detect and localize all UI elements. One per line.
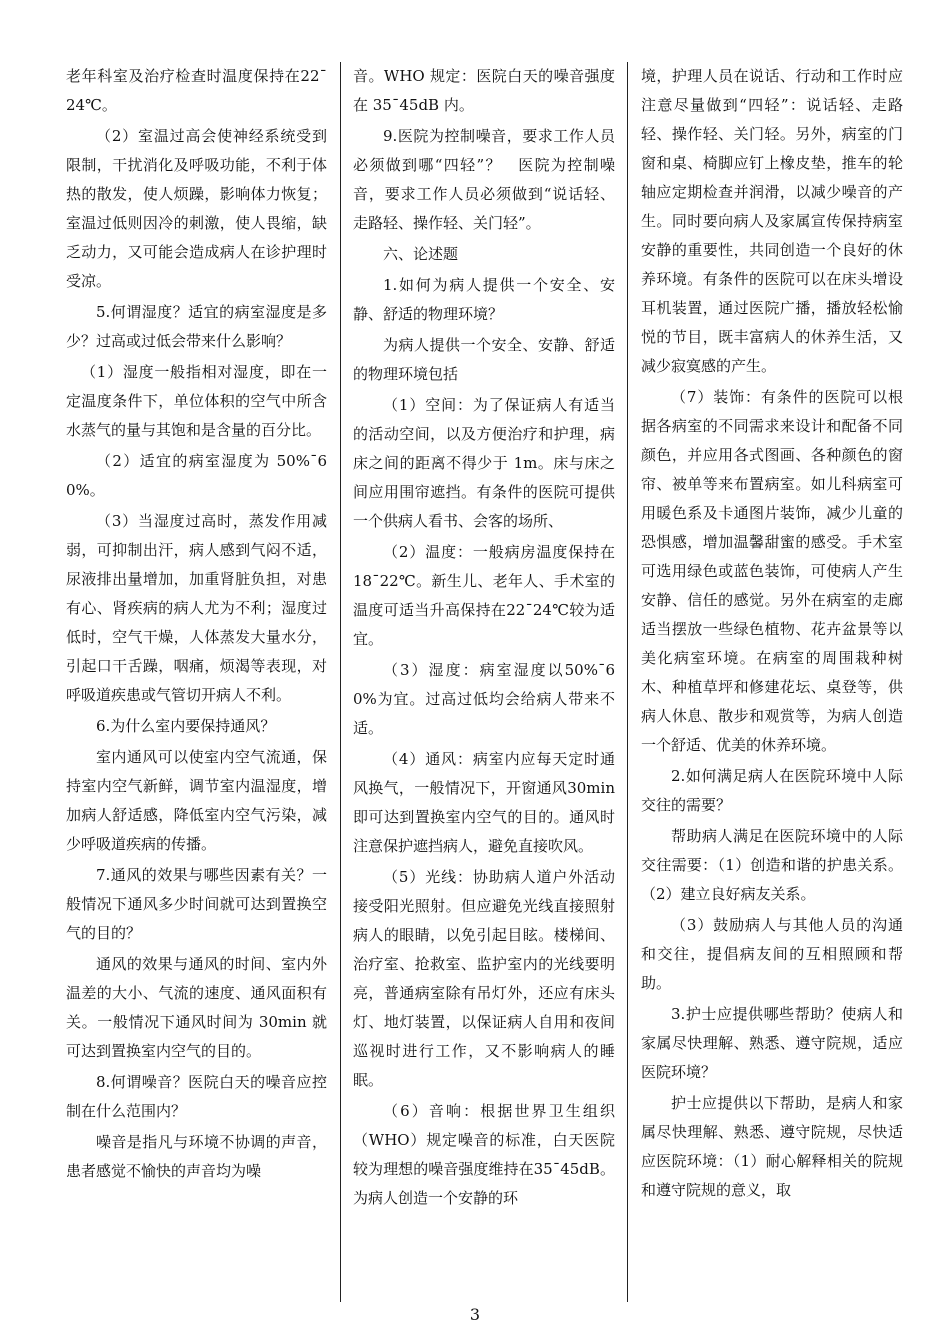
paragraph-humidity-range: （2）适宜的病室湿度为 50%¯60%。 [66, 452, 327, 499]
paragraph-noise-standard: 音。WHO 规定：医院白天的噪音强度在 35¯45dB 内。 [353, 67, 615, 114]
paragraph-ventilation-factors: 通风的效果与通风的时间、室内外温差的大小、气流的速度、通风面积有关。一般情况下通风时间为 30min 就可达到置换室内空气的目的。 [66, 955, 327, 1060]
column-divider-left [340, 62, 341, 1302]
text-column-left [66, 62, 327, 1302]
paragraph-sound-continued: 境，护理人员在说话、行动和工作时应注意尽量做到“四轻”：说话轻、走路轻、操作轻、关门轻。另外，病室的门窗和桌、椅脚应钉上橡皮垫，推车的轮轴应定期检查并润滑，以减少噪音的产生。同时要向病人及家属宣传保持病室安静的重要性，共同创造一个良好的休养环境。有条件的医院可以在床头增设耳机装置，通过医院广播，播放轻松愉悦的节目，既丰富病人的休养生活，又减少寂寞感的产生。 [641, 67, 903, 375]
paragraph-ventilation: （4）通风：病室内应每天定时通风换气，一般情况下，开窗通风30min 即可达到置换室内空气的目的。通风时注意保护遮挡病人，避免直接吹风。 [353, 750, 615, 855]
section-heading-essay: 六、论述题 [383, 245, 459, 263]
paragraph-lighting: （5）光线：协助病人道户外活动接受阳光照射。但应避免光线直接照射病人的眼睛，以免引起目眩。楼梯间、治疗室、抢救室、监护室内的光线要明亮，普通病室除有吊灯外，还应有床头灯、地灯装置，以保证病人自用和夜间巡视时进行工作，又不影响病人的睡眠。 [353, 868, 615, 1089]
column-divider-right [627, 62, 628, 1302]
text-column-right [641, 62, 903, 1302]
question-ventilation-factors: 7.通风的效果与哪些因素有关？一般情况下通风多少时间就可达到置换空气的目的？ [66, 866, 327, 942]
question-ventilation: 6.为什么室内要保持通风？ [96, 717, 276, 735]
paragraph-temperature-effects: （2）室温过高会使神经系统受到限制，干扰消化及呼吸功能，不利于体热的散发，使人烦躁，影响体力恢复；室温过低则因冷的刺激，使人畏缩，缺乏动力，又可能会造成病人在诊护理时受凉。 [66, 127, 327, 290]
paragraph-sound: （6）音响：根据世界卫生组织（WHO）规定噪音的标准，白天医院较为理想的噪音强度维持在35¯45dB。为病人创造一个安静的环 [353, 1102, 615, 1207]
paragraph-noise-definition: 噪音是指凡与环境不协调的声音，患者感觉不愉快的声音均为噪 [66, 1133, 327, 1180]
paragraph-temperature: （2）温度：一般病房温度保持在 18¯22℃。新生儿、老年人、手术室的温度可适当升高保持在22¯24℃较为适宜。 [353, 543, 615, 648]
paragraph-humidity: （3）湿度：病室湿度以50%¯60%为宜。过高过低均会给病人带来不适。 [353, 661, 615, 737]
paragraph-humidity-definition: （1）湿度一般指相对湿度，即在一定温度条件下，单位体积的空气中所含水蒸气的量与其饱和是含量的百分比。 [66, 363, 327, 439]
paragraph-space: （1）空间：为了保证病人有适当的活动空间，以及方便治疗和护理，病床之间的距离不得少于 1m。床与床之间应用围帘遮挡。有条件的医院可提供一个供病人看书、会客的场所、 [353, 396, 615, 530]
paragraph-social-needs: 帮助病人满足在医院环境中的人际交往需要：（1）创造和谐的护患关系。（2）建立良好病友关系。 [641, 827, 903, 903]
question-physical-environment: 1.如何为病人提供一个安全、安静、舒适的物理环境？ [353, 276, 615, 323]
paragraph-nurse-help: 护士应提供以下帮助，是病人和家属尽快理解、熟悉、遵守院规，尽快适应医院环境：（1）耐心解释相关的院规和遵守院规的意义，取 [641, 1094, 903, 1199]
paragraph-ventilation-purpose: 室内通风可以使室内空气流通，保持室内空气新鲜，调节室内温湿度，增加病人舒适感，降低室内空气污染，减少呼吸道疾病的传播。 [66, 748, 327, 853]
paragraph-humidity-effects: （3）当湿度过高时，蒸发作用减弱，可抑制出汗，病人感到气闷不适，尿液排出量增加，加重肾脏负担，对患有心、肾疾病的病人尤为不利；湿度过低时，空气干燥，人体蒸发大量水分，引起口干舌躁，咽痛，烦渴等表现，对呼吸道疾患或气管切开病人不利。 [66, 512, 327, 704]
text-column-middle [353, 62, 615, 1302]
question-humidity: 5.何谓湿度？适宜的病室湿度是多少？过高或过低会带来什么影响？ [66, 303, 327, 350]
paragraph-decoration: （7）装饰：有条件的医院可以根据各病室的不同需求来设计和配备不同颜色，并应用各式图画、各种颜色的窗帘、被单等来布置病室。如儿科病室可用暖色系及卡通图片装饰，减少儿童的恐惧感，增加温馨甜蜜的感受。手术室可选用绿色或蓝色装饰，可使病人产生安静、信任的感觉。另外在病室的走廊适当摆放一些绿色植物、花卉盆景等以美化病室环境。在病室的周围栽种树木、种植草坪和修建花坛、桌登等，供病人休息、散步和观赏等，为病人创造一个舒适、优美的休养环境。 [641, 388, 903, 754]
question-noise: 8.何谓噪音？医院白天的噪音应控制在什么范围内？ [66, 1073, 327, 1120]
paragraph-environment-intro: 为病人提供一个安全、安静、舒适的物理环境包括 [353, 336, 615, 383]
question-social-needs: 2.如何满足病人在医院环境中人际交往的需要？ [641, 767, 903, 814]
page-number: 3 [469, 1305, 481, 1324]
question-nurse-help: 3.护士应提供哪些帮助？使病人和家属尽快理解、熟悉、遵守院规，适应医院环境？ [641, 1005, 903, 1081]
question-four-quiet: 9.医院为控制噪音，要求工作人员必须做到哪“四轻”？ 医院为控制噪音，要求工作人员必须做到“说话轻、走路轻、操作轻、关门轻”。 [353, 127, 615, 232]
paragraph-temperature-elderly: 老年科室及治疗检查时温度保持在22¯24℃。 [66, 67, 327, 114]
paragraph-social-encourage: （3）鼓励病人与其他人员的沟通和交往，提倡病友间的互相照顾和帮助。 [641, 916, 903, 992]
